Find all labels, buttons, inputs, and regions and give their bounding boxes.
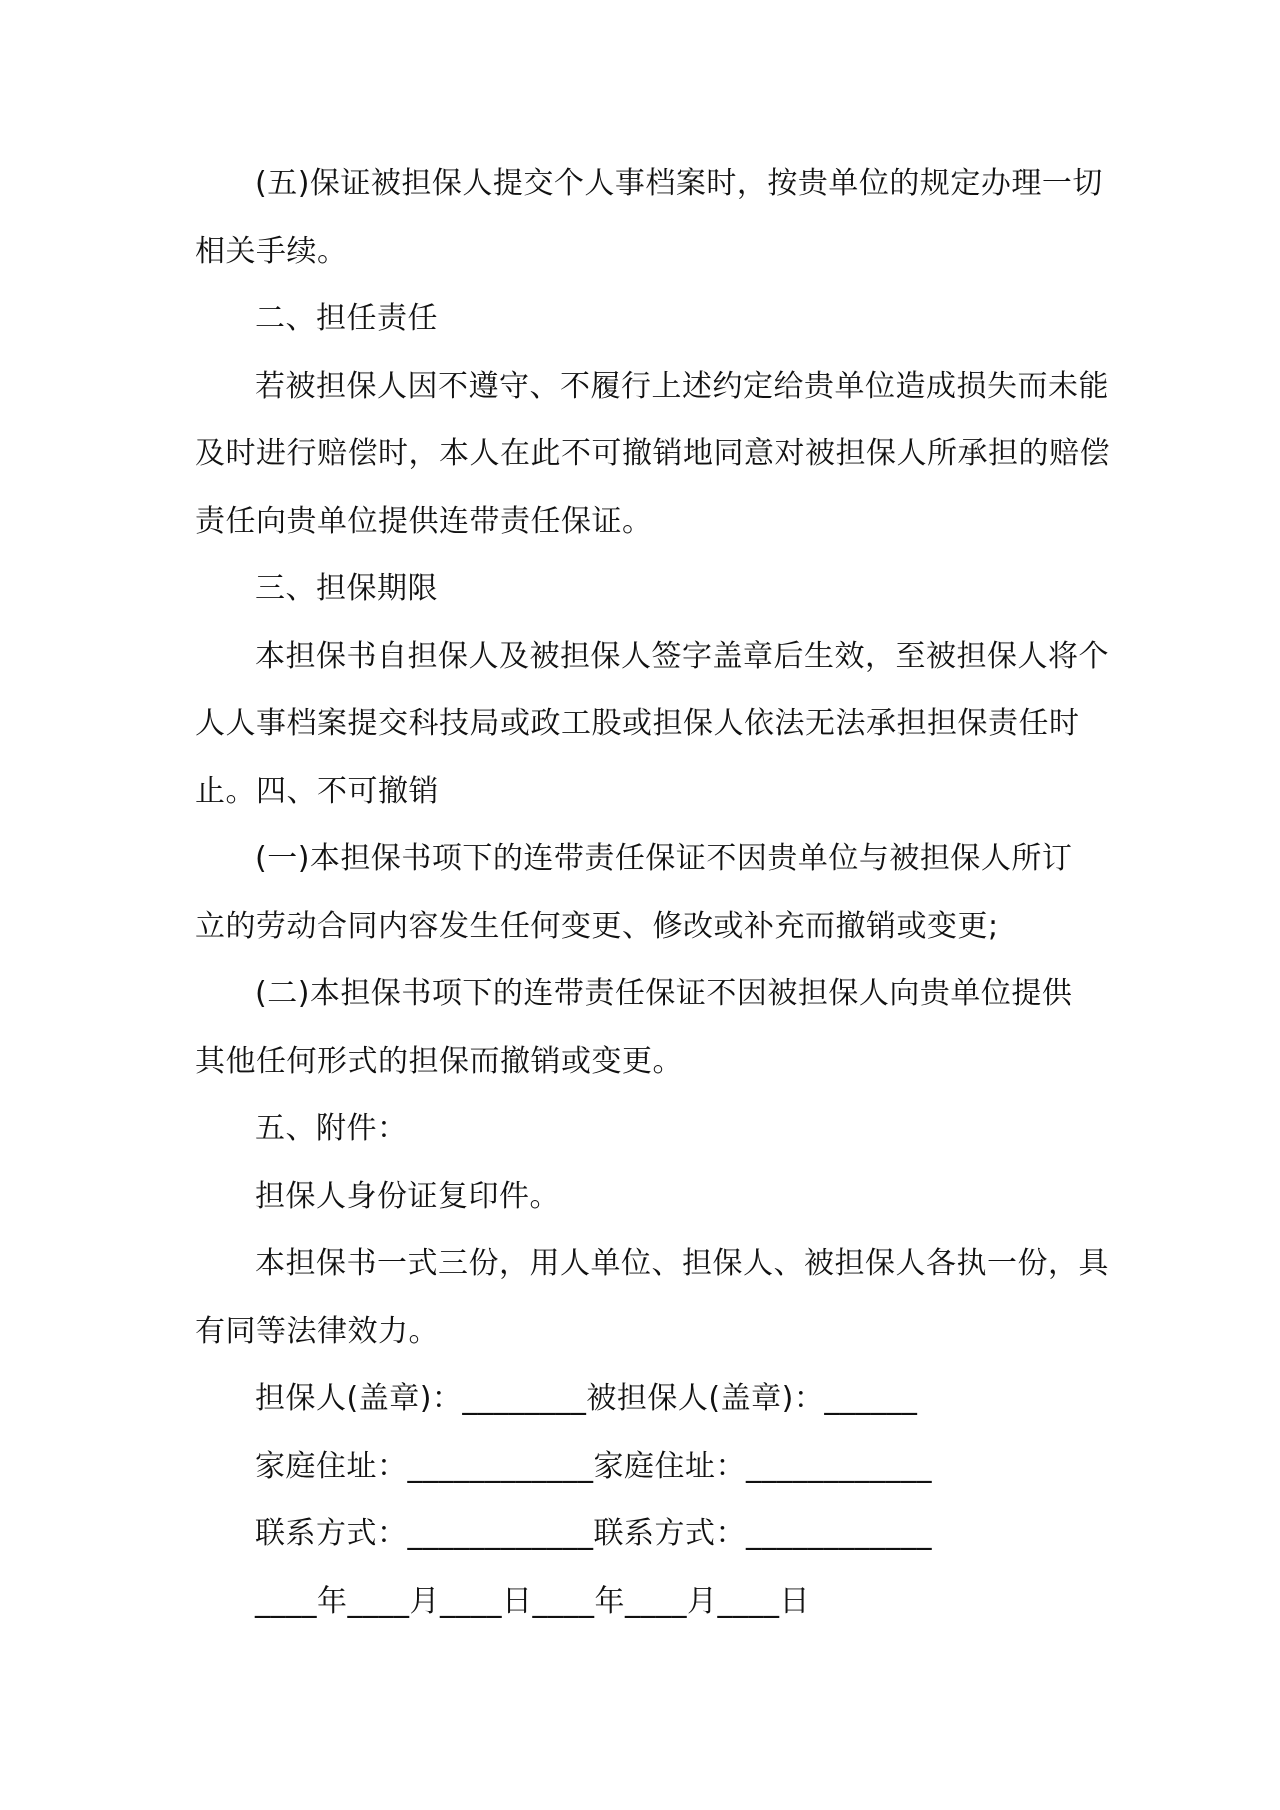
term-text: 本担保书自担保人及被担保人签字盖章后生效，至被担保人将个 xyxy=(255,638,1109,674)
irrevocable-item-1: (一)本担保书项下的连带责任保证不因贵单位与被担保人所订 xyxy=(255,841,1073,876)
irrevocable-item-1-cont: 立的劳动合同内容发生任何变更、修改或补充而撤销或变更; xyxy=(195,908,999,944)
clause-5-item-text-cont: 相关手续。 xyxy=(195,233,348,269)
irrevocable-item-2: (二)本担保书项下的连带责任保证不因被担保人向贵单位提供 xyxy=(255,976,1073,1011)
section-heading-irrevocable: 止。四、不可撤销 xyxy=(195,773,439,809)
irrevocable-item-2-cont: 其他任何形式的担保而撤销或变更。 xyxy=(195,1043,683,1079)
clause-5-item-text: (五)保证被担保人提交个人事档案时，按贵单位的规定办理一切 xyxy=(255,166,1103,201)
copies-text-cont: 有同等法律效力。 xyxy=(195,1313,439,1349)
signature-line-address: 家庭住址：____________家庭住址：____________ xyxy=(255,1448,932,1484)
document-page xyxy=(195,150,1110,1635)
copies-text: 本担保书一式三份，用人单位、担保人、被担保人各执一份，具 xyxy=(255,1246,1109,1281)
signature-line-contact: 联系方式：____________联系方式：____________ xyxy=(255,1516,932,1551)
responsibility-text-cont-2: 责任向贵单位提供连带责任保证。 xyxy=(195,503,653,539)
responsibility-text: 若被担保人因不遵守、不履行上述约定给贵单位造成损失而未能 xyxy=(255,368,1109,404)
section-heading-responsibility: 二、担任责任 xyxy=(255,301,438,336)
term-text-cont: 人人事档案提交科技局或政工股或担保人依法无法承担担保责任时 xyxy=(195,706,1080,741)
section-heading-attachments: 五、附件： xyxy=(255,1111,408,1146)
responsibility-text-cont-1: 及时进行赔偿时，本人在此不可撤销地同意对被担保人所承担的赔偿 xyxy=(195,436,1110,471)
signature-line-seal: 担保人(盖章)：________被担保人(盖章)：______ xyxy=(255,1381,918,1416)
signature-line-date: ____年____月____日____年____月____日 xyxy=(255,1583,810,1619)
attachment-item: 担保人身份证复印件。 xyxy=(255,1178,560,1214)
section-heading-term: 三、担保期限 xyxy=(255,571,438,606)
